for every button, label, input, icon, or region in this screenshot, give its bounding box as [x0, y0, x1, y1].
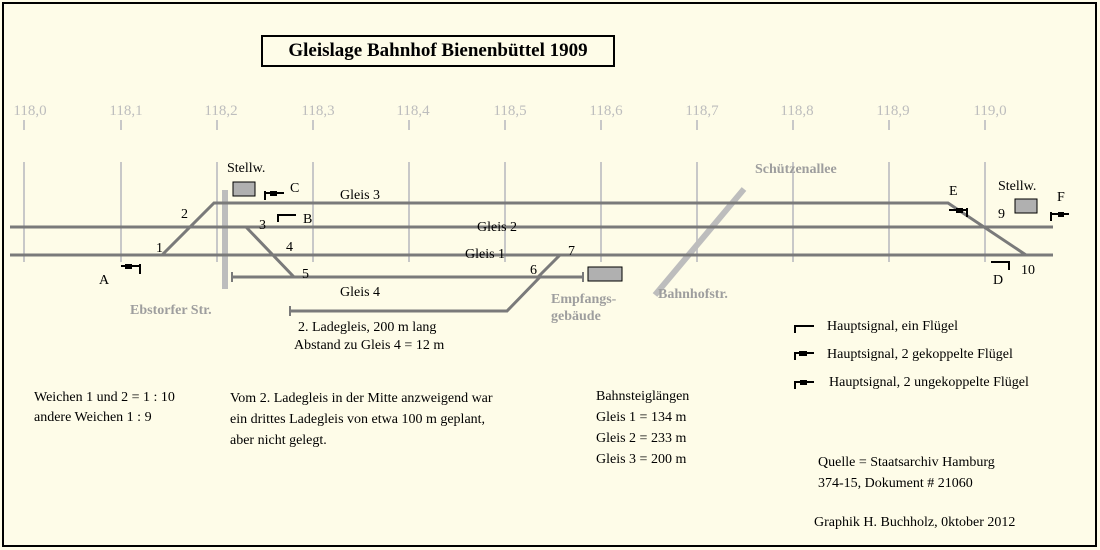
km-label: 119,0 [973, 103, 1007, 119]
legend-sig1-label: Hauptsignal, ein Flügel [827, 319, 959, 334]
signal-c [265, 191, 284, 200]
stellwerk-east-label: Stellw. [998, 179, 1037, 194]
switch-number: 1 [156, 241, 163, 256]
signal-d [991, 261, 1009, 270]
km-label: 118,7 [685, 103, 719, 119]
label-gleis-3: Gleis 3 [340, 188, 381, 203]
street-label-schuetzen: Schützenallee [755, 162, 837, 177]
km-label: 118,2 [204, 103, 238, 119]
switch-number: 5 [302, 267, 309, 282]
street-label-ebstorfer: Ebstorfer Str. [130, 303, 212, 318]
plan-line-1: Vom 2. Ladegleis in der Mitte anzweigend war [230, 391, 493, 406]
switch-number: 9 [998, 207, 1005, 222]
bahnsteig-gleis-3: Gleis 3 = 200 m [596, 452, 687, 467]
bahnsteig-title: Bahnsteiglängen [596, 389, 690, 404]
ladegleis-line-2: Abstand zu Gleis 4 = 12 m [294, 338, 445, 353]
quelle-line-2: 374-15, Dokument # 21060 [818, 476, 973, 491]
weichen-note [34, 388, 175, 428]
weichen-line-2: andere Weichen 1 : 9 [34, 410, 152, 425]
diagram-title: Gleislage Bahnhof Bienenbüttel 1909 [261, 35, 615, 67]
km-label: 118,5 [493, 103, 527, 119]
km-labels [13, 103, 1006, 119]
km-label: 118,8 [780, 103, 814, 119]
buffer-stops [232, 272, 583, 316]
km-label: 118,1 [109, 103, 143, 119]
signal-label-b: B [303, 212, 313, 227]
switch-number: 6 [530, 263, 537, 278]
signal-f [1051, 212, 1069, 221]
plan-note [230, 388, 493, 451]
track-ladegleis-2 [290, 277, 540, 311]
legend-sig2-symbol [795, 351, 814, 360]
legend-sig1-symbol [795, 325, 814, 333]
bahnsteig-note [596, 386, 689, 470]
km-label: 118,9 [876, 103, 910, 119]
legend-sig2-label: Hauptsignal, 2 gekoppelte Flügel [827, 347, 1013, 362]
legend-sig3-symbol [795, 380, 814, 389]
signal-label-a: A [99, 273, 110, 288]
km-grid [24, 120, 985, 262]
empfangsgebaeude-building [588, 267, 622, 281]
label-gleis-4: Gleis 4 [340, 285, 381, 300]
ladegleis-distance-note [294, 336, 444, 356]
stellwerk-west-label: Stellw. [227, 161, 266, 176]
km-label: 118,0 [13, 103, 47, 119]
graphik-credit: Graphik H. Buchholz, 0ktober 2012 [814, 515, 1016, 530]
switch-number: 4 [286, 240, 293, 255]
ladegleis-note [298, 318, 436, 338]
street-label-bahnhof: Bahnhofstr. [658, 287, 728, 302]
switch-number: 2 [181, 207, 188, 222]
empfangsgebaeude-label-2: gebäude [551, 309, 601, 324]
switch-number: 10 [1021, 263, 1035, 278]
signal-a [121, 264, 140, 274]
km-label: 118,6 [589, 103, 623, 119]
legend-sig3-label: Hauptsignal, 2 ungekoppelte Flügel [829, 375, 1029, 390]
quelle-note [818, 452, 995, 494]
empfangsgebaeude-label-1: Empfangs- [551, 292, 617, 307]
stellwerk-west-building [233, 182, 255, 196]
weichen-line-1: Weichen 1 und 2 = 1 : 10 [34, 390, 175, 405]
switch-number: 3 [259, 218, 266, 233]
plan-line-3: aber nicht gelegt. [230, 433, 327, 448]
label-gleis-2: Gleis 2 [477, 220, 518, 235]
bahnsteig-gleis-1: Gleis 1 = 134 m [596, 410, 687, 425]
switch-7-connector [538, 255, 560, 277]
tracks [10, 203, 1053, 311]
km-label: 118,3 [301, 103, 335, 119]
label-gleis-1: Gleis 1 [465, 247, 506, 262]
plan-line-2: ein drittes Ladegleis von etwa 100 m geplant, [230, 412, 486, 427]
switch-number: 7 [568, 244, 575, 259]
signal-label-d: D [993, 273, 1004, 288]
km-label: 118,4 [396, 103, 430, 119]
ladegleis-line-1: 2. Ladegleis, 200 m lang [298, 320, 437, 335]
bahnhof-street [655, 189, 744, 295]
signal-label-e: E [949, 184, 958, 199]
quelle-line-1: Quelle = Staatsarchiv Hamburg [818, 455, 995, 470]
bahnsteig-gleis-2: Gleis 2 = 233 m [596, 431, 687, 446]
signal-label-c: C [290, 181, 300, 196]
signal-b [278, 214, 296, 222]
signal-label-f: F [1057, 190, 1065, 205]
stellwerk-east-building [1015, 199, 1037, 213]
